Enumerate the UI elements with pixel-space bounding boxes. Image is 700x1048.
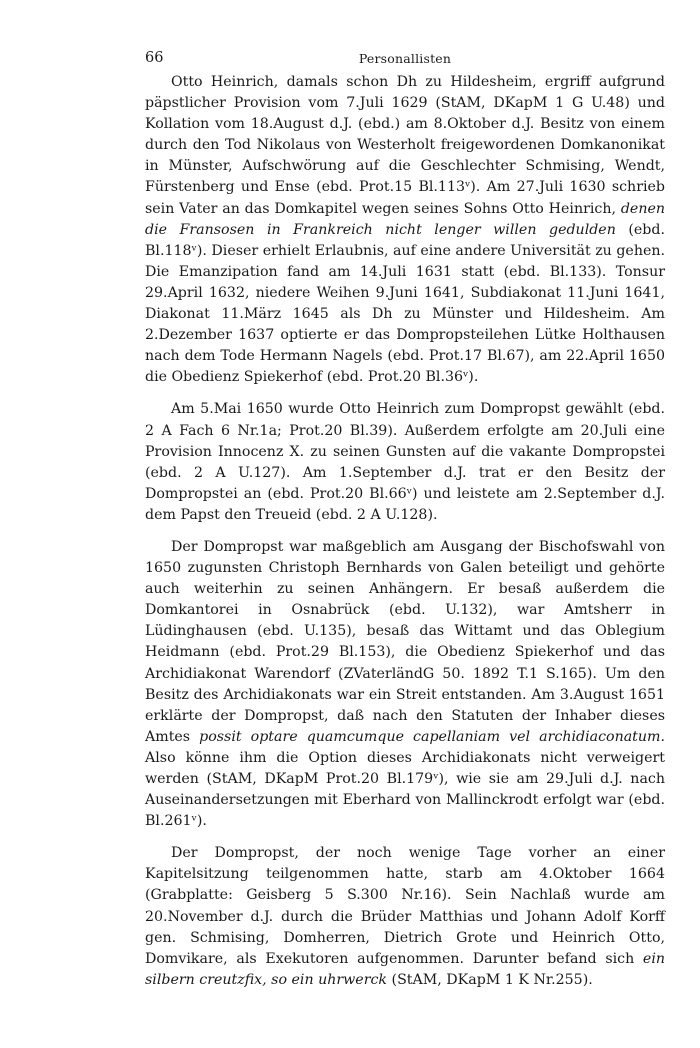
body-paragraph [145,399,665,526]
body-paragraph [145,843,665,991]
body-paragraph [145,537,665,832]
body-paragraph [145,72,665,388]
italic-quote: possit optare quamcumque capellaniam vel archidiaconatum. [199,728,665,745]
paragraph-text: Der Dompropst war maßgeblich am Ausgang der Bischofswahl von 1650 zugunsten Christoph Bernhards von Galen beteiligt und gehörte auch weiterhin zu seinen Anhängern. Er besaß außerdem die Domkantorei in Osnabrück (ebd. U.132), war Amtsherr in Lüdinghausen (ebd. U.135), besaß das Wittamt und das Oblegium Heidmann (ebd. Prot.29 Bl.153), die Obedienz Spiekerhof und das Archidiakonat Warendorf (ZVaterländG 50. 1892 T.1 S.165). Um den Besitz des Archidiakonats war ein Streit entstanden. Am 3.August 1651 erklärte der Dompropst, daß nach den Statuten der Inhaber dieses Amtes [145,538,665,745]
document-page [145,50,665,1002]
paragraph-text: (StAM, DKapM 1 K Nr.255). [387,971,593,988]
paragraph-text: Also könne ihm die Option dieses Archidiakonats nicht verweigert werden (StAM, DKapM Prot.20 Bl.179ᵛ), wie sie am 29.Juli d.J. nach Auseinandersetzungen mit Eberhard von Mallinckrodt erfolgt war (ebd. Bl.261ᵛ). [145,749,665,830]
running-head: Personallisten [358,51,452,66]
italic-quote: denen die Fransosen in Frankreich nicht lenger willen gedulden [145,200,665,238]
italic-quote: ein silbern creutzfix, so ein uhrwerck [145,950,665,988]
page-number: 66 [145,50,164,66]
paragraph-text: Otto Heinrich, damals schon Dh zu Hildesheim, ergriff aufgrund päpstlicher Provision vom 7.Juli 1629 (StAM, DKapM 1 G U.48) und Kollation vom 18.August d.J. (ebd.) am 8.Oktober d.J. Besitz von einem durch den Tod Nikolaus von Westerholt freigewordenen Domkanonikat in Münster, Aufschwörung auf die Geschlechter Schmising, Wendt, Fürstenberg und Ense (ebd. Prot.15 Bl.113ᵛ). Am 27.Juli 1630 schrieb sein Vater an das Domkapitel wegen seines Sohns Otto Heinrich, [145,74,665,217]
document-body [145,72,665,991]
paragraph-text: Am 5.Mai 1650 wurde Otto Heinrich zum Dompropst gewählt (ebd. 2 A Fach 6 Nr.1a; Prot.20 Bl.39). Außerdem erfolgte am 20.Juli eine Provision Innocenz X. zu seinen Gunsten auf die vakante Dompropstei (ebd. 2 A U.127). Am 1.September d.J. trat er den Besitz der Dompropstei an (ebd. Prot.20 Bl.66ᵛ) und leistete am 2.September d.J. dem Papst den Treueid (ebd. 2 A U.128). [145,401,665,523]
paragraph-text: (ebd. Bl.118ᵛ). Dieser erhielt Erlaubnis, auf eine andere Universität zu gehen. Die Emanzipation fand am 14.Juli 1631 statt (ebd. Bl.133). Tonsur 29.April 1632, niedere Weihen 9.Juni 1641, Subdiakonat 11.Juni 1641, Diakonat 11.März 1645 als Dh zu Münster und Hildesheim. Am 2.Dezember 1637 optierte er das Dompropsteilehen Lütke Holthausen nach dem Tode Hermann Nagels (ebd. Prot.17 Bl.67), am 22.April 1650 die Obedienz Spiekerhof (ebd. Prot.20 Bl.36ᵛ). [145,221,665,386]
paragraph-text: Der Dompropst, der noch wenige Tage vorher an einer Kapitelsitzung teilgenommen hatte, starb am 4.Oktober 1664 (Grabplatte: Geisberg 5 S.300 Nr.16). Sein Nachlaß wurde am 20.November d.J. durch die Brüder Matthias und Johann Adolf Korff gen. Schmising, Domherren, Dietrich Grote und Heinrich Otto, Domvikare, als Exekutoren aufgenommen. Darunter befand sich [145,845,665,967]
page-header [145,50,665,70]
